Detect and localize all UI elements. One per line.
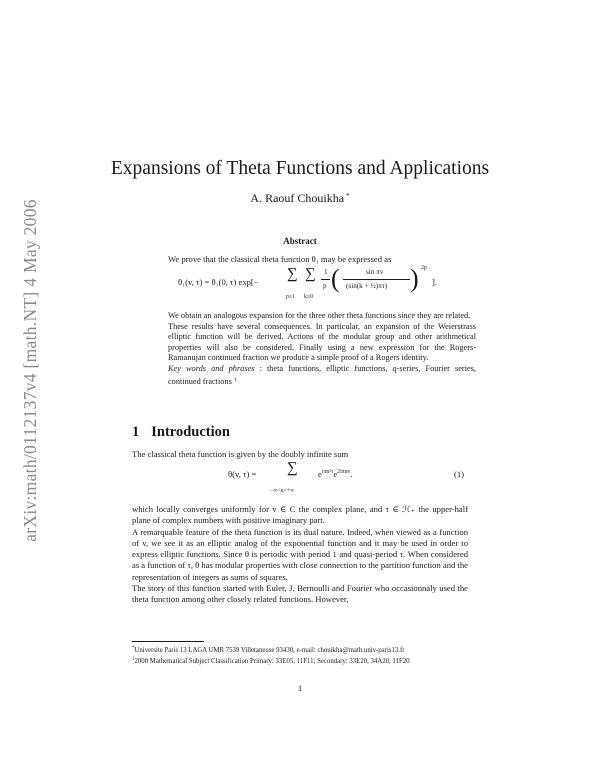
frac2-bar xyxy=(343,279,410,280)
keywords-text: : theta functions, elliptic functions, q-series, Fourier series, continued fractions xyxy=(168,363,476,386)
section-body xyxy=(132,504,468,606)
frac2-numerator: sin πv xyxy=(366,268,384,276)
theta-sum-symbol: ∑ xyxy=(287,460,298,476)
sum-symbol-p: ∑ xyxy=(287,266,298,282)
theta-end: . xyxy=(350,469,353,479)
equation-rhs: ]. xyxy=(432,277,438,287)
paper-title: Expansions of Theta Functions and Applications xyxy=(110,158,490,179)
footnote xyxy=(132,655,468,666)
theta-term2: e xyxy=(333,469,338,479)
theta-term1: e xyxy=(318,469,322,479)
footnote-text: 2000 Mathematical Subject Classification Primary: 33E05, 11F11; Secondary: 33E20, 34A20, 11F20 xyxy=(134,658,410,666)
footnote-divider xyxy=(132,641,204,642)
author-footnote-mark[interactable]: * xyxy=(346,192,350,200)
theta-lhs: θ(v, τ) = xyxy=(228,469,257,479)
equation-lhs: θ₁(v, τ) = θ₁(0, τ) exp[− xyxy=(178,277,259,287)
sum-sub-p: p≥1 xyxy=(286,294,295,300)
theta-term xyxy=(318,469,353,479)
theta-term1-sup: iπn²τ xyxy=(321,469,334,476)
arxiv-stamp xyxy=(12,160,48,580)
section-heading xyxy=(132,424,230,441)
arxiv-stamp-text: arXiv:math/0112137v4 [math.NT] 4 May 2006 xyxy=(19,198,40,542)
sum-sub-k: k≥0 xyxy=(304,294,313,300)
frac1-denominator: p xyxy=(323,282,327,290)
abstract-body xyxy=(168,311,476,387)
keywords-label: Key words and phrases xyxy=(168,363,255,373)
author-line xyxy=(0,191,600,206)
footnote xyxy=(132,644,468,655)
frac2-denominator: (sin(k + ½)πτ) xyxy=(346,282,388,290)
footnote-mark: * xyxy=(132,646,135,651)
section-number: 1 xyxy=(132,424,140,440)
right-paren: ) xyxy=(410,264,419,293)
frac1-numerator: 1 xyxy=(324,268,328,276)
body-paragraph: which locally converges uniformly for v ∈ C the complex plane, and τ ∈ ℋ₊ the upper-half plane of complex numbers with positive imaginary part. xyxy=(132,504,468,526)
frac1-bar xyxy=(321,279,330,280)
section-title: Introduction xyxy=(151,424,230,440)
author-name: A. Raouf Chouikha xyxy=(250,191,345,205)
keywords xyxy=(168,364,476,387)
abstract-paragraph: We obtain an analogous expansion for the three other theta functions since they are related. xyxy=(168,311,471,320)
footnotes xyxy=(132,644,468,667)
section-lead: The classical theta function is given by the doubly infinite sum xyxy=(132,449,349,459)
footnote-mark: 1 xyxy=(132,657,135,663)
abstract-paragraph: These results have several consequences. In particular, an expansion of the Weierstrass elliptic function will be derived. Actions of the modular group and other arithmetical properties will also be considered. Finally using a new expression for the Rogers-Ramanujan continued fraction we produce a simple proof of a Rogers identity. xyxy=(168,321,476,363)
abstract-heading: Abstract xyxy=(283,236,317,246)
body-paragraph: The story of this function started with Euler, J. Bernoulli and Fourier who occasionnaly used the theta function among other closely related functions. However, xyxy=(132,583,468,605)
body-paragraph: A remarquable feature of the theta function is its dual nature. Indeed, when viewed as a function of v, we see it as an elliptic analog of the exponential function and it may be used in order to express elliptic functions. Since θ is periodic with period 1 and quasi-period τ. When considered as a function of τ, θ has modular properties with close connection to the partition function and the representation of integers as sums of squares. xyxy=(132,526,468,582)
keywords-footnote-mark[interactable]: 1 xyxy=(233,376,237,383)
page-number: 1 xyxy=(297,683,303,693)
sum-symbol-k: ∑ xyxy=(305,266,316,282)
abstract-intro: We prove that the classical theta function θ₁ may be expressed as xyxy=(168,254,392,264)
power: 2p xyxy=(421,265,427,271)
theta-term2-sup: 2iπnv xyxy=(337,469,351,476)
footnote-text: Universite Paris 13 LAGA UMR 7539 Villetaneuse 93430, e-mail: chouikha@math.univ-paris13.fr xyxy=(134,647,405,654)
left-paren: ( xyxy=(331,264,340,293)
equation-number: (1) xyxy=(454,469,465,479)
theta-sum-sub: −∞<n<+∞ xyxy=(270,488,295,494)
